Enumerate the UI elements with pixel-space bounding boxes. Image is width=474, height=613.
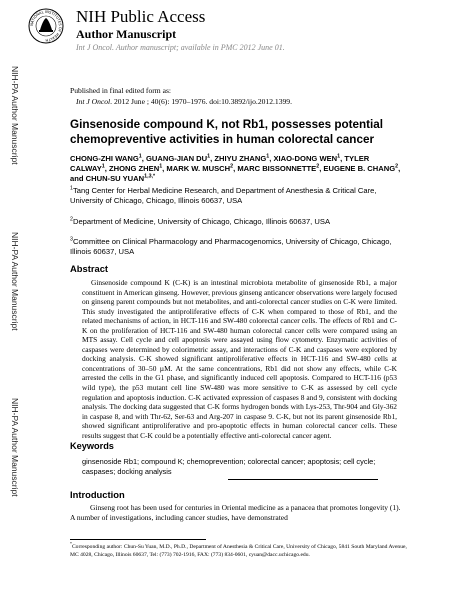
affiliation-text: Committee on Clinical Pharmacology and Pharmacogenomics, University of Chicago, Chicago, Illinois 60637, USA bbox=[70, 237, 392, 256]
introduction-heading: Introduction bbox=[70, 489, 125, 500]
footnote-text: Corresponding author: Chun-Su Yuan, M.D., Ph.D., Department of Anesthesia & Critical Care, University of Chicago, 5841 South Maryland Avenue, MC 4028, Chicago, Illinois 60637, Tel: (773) 702-1916, FAX: (773) 834-0601, cyuan@dacc.uchicago.edu. bbox=[70, 544, 407, 558]
abstract-heading: Abstract bbox=[70, 263, 109, 274]
affiliation-2 bbox=[70, 217, 405, 227]
affiliation-text: Tang Center for Herbal Medicine Research, and Department of Anesthesia & Critical Care, University of Chicago, Chicago, Illinois 60637, USA bbox=[70, 186, 377, 205]
publication-citation bbox=[76, 97, 292, 107]
author-name: TYLER CALWAY bbox=[70, 154, 370, 173]
author-name: CHONG-ZHI WANG bbox=[70, 154, 139, 163]
published-label: Published in final edited form as: bbox=[70, 86, 172, 95]
affiliation-1 bbox=[70, 186, 405, 206]
section-divider bbox=[228, 479, 378, 480]
author-name: MARC BISSONNETTE bbox=[237, 164, 317, 173]
publication-details: . 2012 June ; 40(6): 1970–1976. doi:10.3892/ijo.2012.1399. bbox=[110, 97, 292, 106]
author-name: GUANG-JIAN DU bbox=[145, 154, 208, 163]
header-subtitle: Author Manuscript bbox=[76, 27, 177, 41]
footnote-marker: * bbox=[70, 542, 72, 547]
author-affiliation-marker: 1 bbox=[159, 163, 163, 170]
author-separator: , bbox=[210, 154, 215, 163]
sidebar-label-3: NIH-PA Author Manuscript bbox=[10, 398, 20, 497]
keywords-heading: Keywords bbox=[70, 441, 114, 451]
introduction-body bbox=[70, 503, 405, 523]
author-name: ZHONG ZHEN bbox=[109, 164, 160, 173]
footnote-divider bbox=[70, 539, 206, 540]
footnote bbox=[70, 544, 410, 559]
author-separator: , bbox=[141, 154, 146, 163]
author-separator: , bbox=[319, 164, 324, 173]
author-affiliation-marker: 2 bbox=[316, 163, 320, 170]
author-separator: , bbox=[269, 154, 274, 163]
author-name: CHUN-SU YUAN bbox=[85, 174, 145, 183]
author-separator: , bbox=[233, 164, 238, 173]
header-title: NIH Public Access bbox=[76, 7, 206, 26]
affiliation-text: Department of Medicine, University of Chicago, Chicago, Illinois 60637, USA bbox=[72, 217, 331, 226]
author-name: EUGENE B. CHANG bbox=[323, 164, 396, 173]
author-list bbox=[70, 154, 405, 184]
author-separator: , bbox=[340, 154, 345, 163]
affiliation-marker: 3 bbox=[70, 236, 73, 243]
introduction-text: Ginseng root has been used for centuries in Oriental medicine as a panacea that promotes longevity (1). A number of investigations, including cancer studies, have demonstrated bbox=[70, 503, 401, 522]
author-separator: , and bbox=[70, 164, 401, 183]
author-separator: , bbox=[162, 164, 167, 173]
abstract-text: Ginsenoside compound K (C-K) is an intestinal microbiota metabolite of ginsenoside Rb1, a major constituent in American ginseng. However, previous ginseng anticancer observations were largely focused on ginseng parent compounds but not metabolites, and anti-colorectal cancer studies on C-K were limited. This study investigated the antiproliferative effects of C-K when compared to those of Rb1, and the related mechanisms of action, in HCT-116 and SW-480 colorectal cancer cells. The effects of Rb1 and C-K on the proliferation of HCT-116 and SW-480 human colorectal cancer cells were compared using an MTS assay. Cell cycle and cell apoptosis were assayed using flow cytometry. Enzymatic activities of caspases were determined by colorimetric assay, and interactions of C-K and caspases were explored by docking analysis. C-K showed significant antiproliferative effects in HCT-116 and SW-480 cells at concentrations of 30–50 µM. At the same concentrations, Rb1 did not show any effects, while C-K arrested the cells in the G1 phase, and significantly induced cell apoptosis. Compared to HCT-116 (p53 wild type), the p53 mutant cell line SW-480 was more sensitive to C-K as assessed by cell cycle regulation and apoptosis induction. C-K activated expression of caspases 8 and 9, consistent with docking analysis. The docking data suggested that C-K forms hydrogen bonds with Lys-253, Thr-904 and Gly-362 in caspase 8, and with Thr-62, Ser-63 and Arg-207 in caspase 9. C-K, but not its parent ginsenoside Rb1, showed significant antiproliferative and pro-apoptotic effects in human colorectal cancer cells. These results suggest that C-K could be a potentially effective anti-colorectal cancer agent. bbox=[82, 278, 397, 440]
author-name: ZHIYU ZHANG bbox=[214, 154, 267, 163]
author-affiliation-marker: 1 bbox=[337, 153, 341, 160]
author-separator: , bbox=[104, 164, 109, 173]
author-name: MARK W. MUSCH bbox=[166, 164, 231, 173]
seal-ring-text: NATIONAL INSTITUTES OF HEALTH bbox=[29, 9, 63, 43]
author-affiliation-marker: 2 bbox=[395, 163, 399, 170]
header-citation: Int J Oncol. Author manuscript; available in PMC 2012 June 01. bbox=[76, 43, 285, 52]
affiliation-marker: 1 bbox=[70, 185, 73, 192]
abstract-body bbox=[82, 278, 397, 440]
author-affiliation-marker: 1 bbox=[266, 153, 270, 160]
affiliation-marker: 2 bbox=[70, 216, 73, 223]
author-affiliation-marker: 1 bbox=[138, 153, 142, 160]
author-affiliation-marker: 1 bbox=[207, 153, 211, 160]
sidebar-label-2: NIH-PA Author Manuscript bbox=[10, 232, 20, 331]
affiliation-3 bbox=[70, 237, 405, 257]
journal-name: Int J Oncol bbox=[76, 97, 111, 106]
author-affiliation-marker: 1 bbox=[101, 163, 105, 170]
nih-seal-logo bbox=[28, 8, 64, 44]
author-name: XIAO-DONG WEN bbox=[273, 154, 338, 163]
sidebar-label-1: NIH-PA Author Manuscript bbox=[10, 66, 20, 165]
keywords-text: ginsenoside Rb1; compound K; chemoprevention; colorectal cancer; apoptosis; cell cycle; caspases; docking analysis bbox=[82, 457, 376, 476]
author-affiliation-marker: 1,3,* bbox=[144, 173, 156, 180]
author-affiliation-marker: 2 bbox=[230, 163, 234, 170]
article-title: Ginsenoside compound K, not Rb1, possesses potential chemopreventive activities in human colorectal cancer bbox=[70, 118, 384, 146]
